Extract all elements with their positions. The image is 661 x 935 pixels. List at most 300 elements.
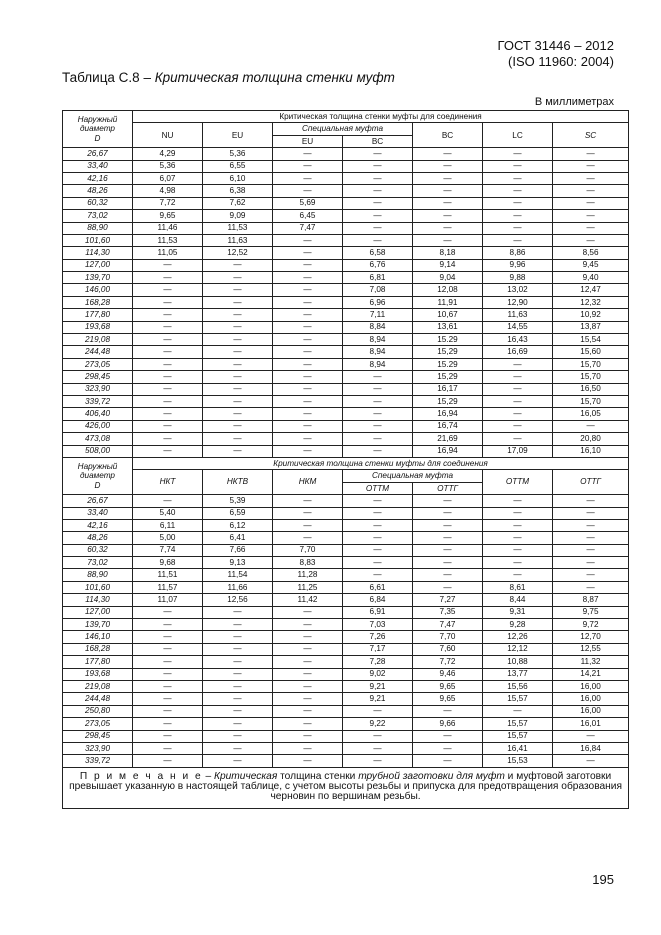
thickness-cell: — [413,185,483,197]
thickness-cell: — [483,172,553,184]
thickness-cell: 11,46 [133,222,203,234]
thickness-cell: — [273,532,343,544]
diameter-cell: 48,26 [63,185,133,197]
diameter-cell: 426,00 [63,420,133,432]
thickness-cell: — [133,321,203,333]
table-row [63,383,629,395]
thickness-cell: — [133,408,203,420]
thickness-cell: — [203,680,273,692]
thickness-cell: 13,87 [553,321,629,333]
thickness-cell: 15,53 [483,755,553,767]
thickness-cell: — [273,705,343,717]
thickness-cell: 7,28 [343,656,413,668]
thickness-cell: — [133,284,203,296]
thickness-cell: 9,72 [553,619,629,631]
thickness-cell: 6,84 [343,594,413,606]
thickness-cell: — [343,495,413,507]
thickness-cell: 15,54 [553,334,629,346]
thickness-cell: — [483,420,553,432]
thickness-cell: — [343,705,413,717]
diameter-cell: 42,16 [63,172,133,184]
thickness-cell: — [483,383,553,395]
thickness-cell: — [203,433,273,445]
col-header: EU [203,123,273,148]
thickness-cell: — [273,284,343,296]
thickness-cell: — [133,730,203,742]
thickness-cell: 11,53 [133,234,203,246]
thickness-cell: 15.29 [413,334,483,346]
thickness-cell: — [483,222,553,234]
thickness-cell: — [483,433,553,445]
thickness-cell: — [483,408,553,420]
table-caption [62,70,395,85]
diameter-cell: 139,70 [63,619,133,631]
thickness-cell: — [133,495,203,507]
diameter-cell: 60,32 [63,197,133,209]
thickness-cell: — [133,631,203,643]
thickness-cell: 16,94 [413,408,483,420]
table-row [63,148,629,160]
diameter-cell: 88,90 [63,569,133,581]
thickness-cell: 16,43 [483,334,553,346]
thickness-cell: — [273,334,343,346]
col-header: НКТВ [203,470,273,495]
diameter-cell: 168,28 [63,296,133,308]
thickness-cell: — [203,755,273,767]
thickness-cell: — [413,234,483,246]
table-row [63,272,629,284]
table-row [63,395,629,407]
thickness-cell: 4,29 [133,148,203,160]
thickness-cell: — [203,445,273,457]
thickness-cell: 6,07 [133,172,203,184]
thickness-cell: 5,40 [133,507,203,519]
diameter-cell: 193,68 [63,321,133,333]
table-row [63,334,629,346]
thickness-cell: — [203,309,273,321]
diameter-cell: 48,26 [63,532,133,544]
thickness-cell: — [133,272,203,284]
thickness-cell: 9,04 [413,272,483,284]
table-row [63,557,629,569]
thickness-cell: — [343,532,413,544]
thickness-cell: — [343,371,413,383]
thickness-cell: — [273,172,343,184]
note-dash: – [202,770,214,782]
col-header: BC [343,135,413,147]
diameter-cell: 33,40 [63,507,133,519]
thickness-cell: — [553,755,629,767]
thickness-cell: 16,00 [553,680,629,692]
thickness-cell: — [413,532,483,544]
thickness-cell: — [343,742,413,754]
thickness-cell: — [343,197,413,209]
thickness-cell: 5,36 [203,148,273,160]
thickness-cell: 15,70 [553,371,629,383]
thickness-cell: 15,57 [483,718,553,730]
table-row [63,656,629,668]
special-coupling-header: Специальная муфта [273,123,413,135]
diameter-cell: 219,08 [63,334,133,346]
thickness-cell: 8,94 [343,358,413,370]
diameter-cell: 244,48 [63,693,133,705]
thickness-cell: 9,65 [413,693,483,705]
thickness-cell: 11,91 [413,296,483,308]
table-row [63,309,629,321]
thickness-cell: 9,40 [553,272,629,284]
thickness-cell: — [273,519,343,531]
diameter-cell: 273,05 [63,718,133,730]
thickness-cell: — [413,544,483,556]
diameter-cell: 177,80 [63,656,133,668]
thickness-cell: 6,58 [343,247,413,259]
diameter-cell: 101,60 [63,234,133,246]
thickness-cell: — [483,544,553,556]
thickness-cell: 16,74 [413,420,483,432]
thickness-cell: — [203,742,273,754]
thickness-cell: — [553,148,629,160]
diameter-cell: 298,45 [63,371,133,383]
thickness-cell: — [273,643,343,655]
thickness-cell: 16,10 [553,445,629,457]
col-header: LC [483,123,553,148]
diameter-cell: 298,45 [63,730,133,742]
group-title: Критическая толщина стенки муфты для соединения [133,457,629,469]
diameter-cell: 26,67 [63,148,133,160]
table-row [63,544,629,556]
thickness-cell: 16,84 [553,742,629,754]
thickness-cell: — [483,371,553,383]
thickness-cell: 7,08 [343,284,413,296]
table-row [63,296,629,308]
thickness-cell: — [133,371,203,383]
thickness-cell: — [273,606,343,618]
thickness-cell: — [553,420,629,432]
thickness-cell: 7,26 [343,631,413,643]
thickness-cell: 11,63 [203,234,273,246]
thickness-cell: — [343,234,413,246]
thickness-cell: — [343,445,413,457]
thickness-cell: — [203,631,273,643]
diameter-cell: 146,10 [63,631,133,643]
thickness-cell: — [133,334,203,346]
col-header: ОТТМ [343,482,413,494]
thickness-cell: 10,67 [413,309,483,321]
table-row [63,210,629,222]
thickness-cell: — [133,259,203,271]
thickness-cell: 9,21 [343,693,413,705]
thickness-cell: 11,07 [133,594,203,606]
diameter-cell: 339,72 [63,395,133,407]
thickness-cell: — [203,383,273,395]
thickness-cell: — [273,383,343,395]
diameter-cell: 33,40 [63,160,133,172]
thickness-cell: 12,55 [553,643,629,655]
thickness-cell: 9,68 [133,557,203,569]
thickness-cell: — [273,507,343,519]
thickness-cell: — [273,160,343,172]
thickness-cell: 13,02 [483,284,553,296]
thickness-cell: 12,26 [483,631,553,643]
thickness-cell: 8,87 [553,594,629,606]
thickness-cell: 7,70 [413,631,483,643]
thickness-cell: 7,60 [413,643,483,655]
thickness-cell: 16,00 [553,705,629,717]
table-row [63,631,629,643]
table-row [63,718,629,730]
thickness-cell: 14,21 [553,668,629,680]
thickness-cell: 9,28 [483,619,553,631]
thickness-cell: — [203,358,273,370]
thickness-cell: 11,25 [273,581,343,593]
thickness-cell: — [413,197,483,209]
thickness-cell: 15,57 [483,693,553,705]
thickness-cell: 9,75 [553,606,629,618]
thickness-cell: 16,69 [483,346,553,358]
thickness-cell: — [273,668,343,680]
thickness-cell: — [483,532,553,544]
thickness-cell: — [413,569,483,581]
table-row [63,433,629,445]
thickness-cell: — [133,742,203,754]
table-row [63,507,629,519]
note-part4: и муфтовой заготовки превышает указанную в настоящей таблице, с учетом высоты резьбы и припуска для предотвращения образования черновин по вершинам резьбы. [69,770,623,802]
thickness-cell: 8,18 [413,247,483,259]
table-note [63,767,629,808]
thickness-cell: 12,52 [203,247,273,259]
thickness-cell: 9,46 [413,668,483,680]
thickness-cell: — [553,507,629,519]
thickness-cell: — [483,519,553,531]
thickness-cell: — [343,185,413,197]
thickness-cell: 7,17 [343,643,413,655]
thickness-cell: — [413,519,483,531]
thickness-cell: — [553,234,629,246]
diameter-cell: 127,00 [63,259,133,271]
diameter-cell: 60,32 [63,544,133,556]
thickness-cell: — [413,210,483,222]
thickness-cell: 15,29 [413,371,483,383]
thickness-cell: 8,56 [553,247,629,259]
thickness-cell: — [133,668,203,680]
thickness-cell: — [413,148,483,160]
thickness-cell: — [273,247,343,259]
thickness-cell: 7,11 [343,309,413,321]
thickness-cell: 5,69 [273,197,343,209]
thickness-cell: — [343,222,413,234]
thickness-cell: 7,66 [203,544,273,556]
thickness-cell: — [203,321,273,333]
thickness-cell: — [343,172,413,184]
table-row [63,668,629,680]
thickness-cell: 8,44 [483,594,553,606]
thickness-cell: — [133,358,203,370]
diameter-cell: 26,67 [63,495,133,507]
diameter-cell: 273,05 [63,358,133,370]
thickness-cell: — [273,371,343,383]
thickness-cell: — [133,656,203,668]
thickness-cell: — [273,321,343,333]
thickness-cell: — [273,358,343,370]
thickness-cell: — [343,507,413,519]
thickness-cell: 13,61 [413,321,483,333]
diameter-cell: 406,40 [63,408,133,420]
thickness-cell: — [483,557,553,569]
thickness-cell: — [273,742,343,754]
thickness-cell: — [483,507,553,519]
table-row [63,408,629,420]
table-row [63,234,629,246]
diameter-cell: 219,08 [63,680,133,692]
diameter-cell: 244,48 [63,346,133,358]
thickness-cell: 9,31 [483,606,553,618]
diameter-header-line3: D [94,133,101,143]
table-row [63,730,629,742]
thickness-cell: 11,51 [133,569,203,581]
thickness-cell: 11,28 [273,569,343,581]
thickness-cell: — [343,433,413,445]
thickness-cell: 15,29 [413,395,483,407]
table-row [63,643,629,655]
thickness-cell: — [133,383,203,395]
table-row [63,532,629,544]
thickness-cell: — [483,495,553,507]
table-row [63,581,629,593]
thickness-cell: 9,02 [343,668,413,680]
thickness-cell: 7,62 [203,197,273,209]
thickness-cell: — [413,507,483,519]
thickness-cell: — [273,445,343,457]
thickness-cell: 11,53 [203,222,273,234]
thickness-cell: — [413,557,483,569]
table-row [63,445,629,457]
diameter-cell: 323,90 [63,742,133,754]
thickness-cell: 6,91 [343,606,413,618]
thickness-cell: 7,74 [133,544,203,556]
section1-header-row1 [63,111,629,123]
thickness-cell: — [553,160,629,172]
thickness-cell: — [203,718,273,730]
thickness-cell: 10,92 [553,309,629,321]
diameter-header-line3: D [94,480,101,490]
caption-prefix: Таблица С.8 – [62,70,155,85]
thickness-cell: — [203,606,273,618]
thickness-cell: — [273,631,343,643]
thickness-cell: — [343,557,413,569]
thickness-cell: 11,54 [203,569,273,581]
thickness-cell: — [273,433,343,445]
thickness-cell: — [203,730,273,742]
thickness-cell: 6,45 [273,210,343,222]
thickness-cell: 12,08 [413,284,483,296]
diameter-header-line1: Наружный [77,461,118,471]
section1-header-row2 [63,123,629,135]
thickness-cell: 8,86 [483,247,553,259]
thickness-cell: 6,41 [203,532,273,544]
table-row [63,222,629,234]
thickness-cell: 9,21 [343,680,413,692]
diameter-header-line2: диаметр [80,124,115,134]
thickness-cell: 9,96 [483,259,553,271]
thickness-cell: 6,81 [343,272,413,284]
thickness-cell: — [273,693,343,705]
diameter-cell: 177,80 [63,309,133,321]
thickness-cell: 7,03 [343,619,413,631]
diameter-header [63,457,133,494]
thickness-cell: 16,05 [553,408,629,420]
thickness-cell: — [133,718,203,730]
thickness-cell: — [273,296,343,308]
thickness-cell: 11,05 [133,247,203,259]
thickness-cell: 7,72 [133,197,203,209]
group-title: Критическая толщина стенки муфты для соединения [133,111,629,123]
table-row [63,420,629,432]
standard-designation [498,38,614,70]
thickness-cell: 9,65 [413,680,483,692]
thickness-cell: 15,70 [553,395,629,407]
thickness-cell: 11,42 [273,594,343,606]
thickness-cell: — [553,495,629,507]
thickness-cell: — [343,569,413,581]
thickness-cell: — [133,395,203,407]
note-label: П р и м е ч а н и е [79,770,203,782]
col-header: НКТ [133,470,203,495]
thickness-cell: — [203,408,273,420]
thickness-cell: — [273,656,343,668]
thickness-cell: — [133,705,203,717]
diameter-cell: 73,02 [63,210,133,222]
thickness-cell: — [553,730,629,742]
note-row [63,767,629,808]
thickness-cell: — [203,296,273,308]
thickness-cell: 9,22 [343,718,413,730]
thickness-cell: — [413,160,483,172]
table-row [63,742,629,754]
col-header: SC [553,123,629,148]
thickness-cell: — [343,408,413,420]
thickness-cell: — [273,718,343,730]
thickness-cell: 12,90 [483,296,553,308]
thickness-cell: — [553,210,629,222]
thickness-cell: 8,94 [343,334,413,346]
thickness-cell: — [133,680,203,692]
thickness-cell: — [343,544,413,556]
iso-reference: (ISO 11960: 2004) [508,54,614,69]
thickness-cell: 12,12 [483,643,553,655]
thickness-cell: 16,17 [413,383,483,395]
thickness-cell: — [483,569,553,581]
thickness-cell: 5,39 [203,495,273,507]
thickness-cell: — [133,643,203,655]
thickness-cell: — [553,581,629,593]
thickness-cell: 16,41 [483,742,553,754]
table-row [63,185,629,197]
thickness-cell: 12,47 [553,284,629,296]
diameter-cell: 114,30 [63,594,133,606]
thickness-cell: — [343,519,413,531]
thickness-cell: 7,47 [413,619,483,631]
thickness-cell: — [273,148,343,160]
diameter-header [63,111,133,148]
thickness-cell: 11,57 [133,581,203,593]
standard-number: ГОСТ 31446 – 2012 [497,38,614,53]
thickness-cell: — [203,346,273,358]
thickness-cell: — [413,705,483,717]
col-header: NU [133,123,203,148]
thickness-cell: — [553,557,629,569]
thickness-cell: 15,70 [553,358,629,370]
units-label: В миллиметрах [534,96,614,108]
